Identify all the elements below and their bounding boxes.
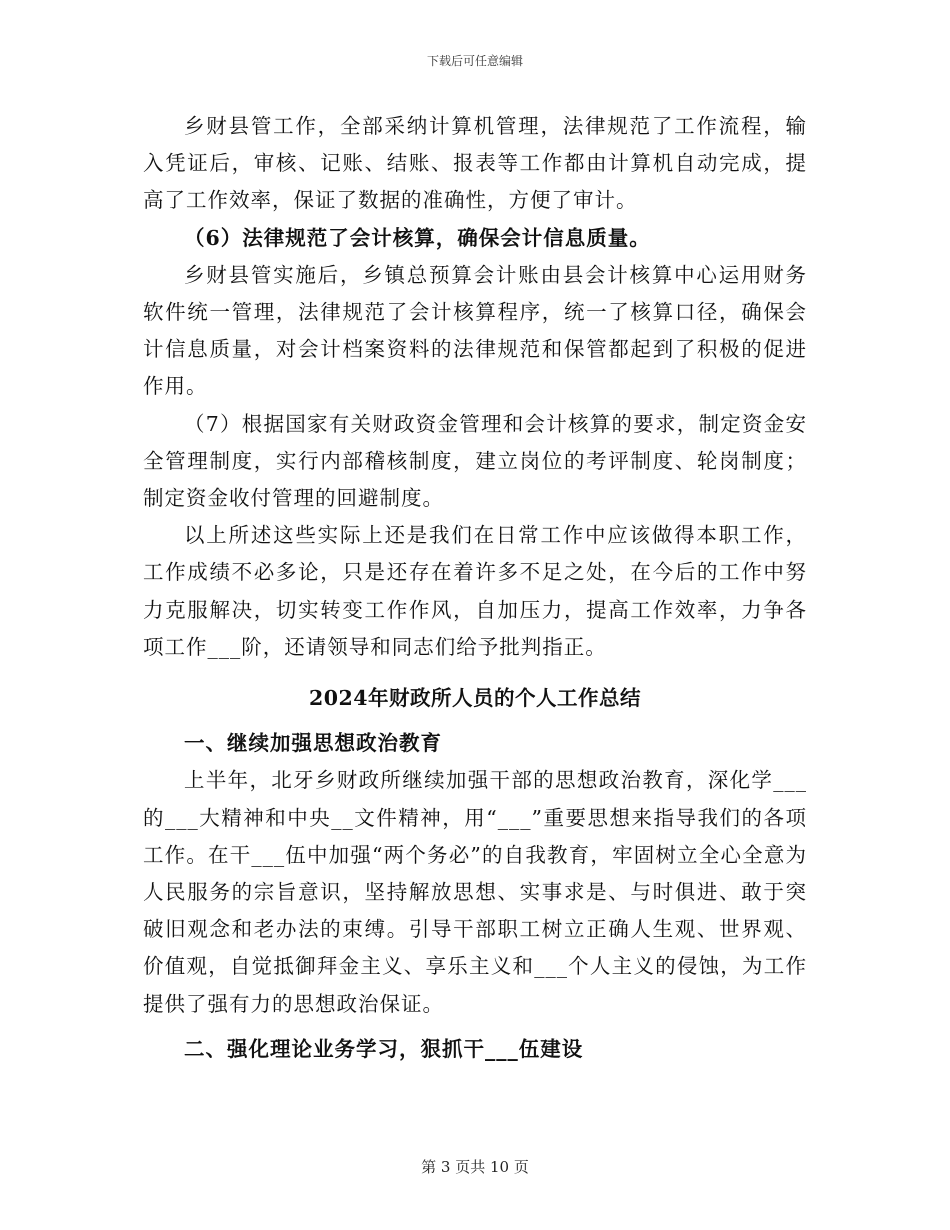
page-footer: 第 3 页共 10 页 <box>421 1158 529 1176</box>
paragraph-item-7: （7）根据国家有关财政资金管理和会计核算的要求，制定资金安全管理制度，实行内部稽核制度，建立岗位的考评制度、轮岗制度；制定资金收付管理的回避制度。 <box>143 411 807 511</box>
paragraph-computer-management: 乡财县管工作，全部采纳计算机管理，法律规范了工作流程，输入凭证后，审核、记账、结账、报表等工作都由计算机自动完成，提高了工作效率，保证了数据的准确性，方便了审计。 <box>143 114 807 213</box>
document-title: 2024年财政所人员的个人工作总结 <box>308 686 642 711</box>
paragraph-accounting: 乡财县管实施后，乡镇总预算会计账由县会计核算中心运用财务软件统一管理，法律规范了会计核算程序，统一了核算口径，确保会计信息质量，对会计档案资料的法律规范和保管都起到了积极的促进作用。 <box>143 262 807 399</box>
section-heading-1: 一、继续加强思想政治教育 <box>184 731 442 756</box>
page-header: 下载后可任意编辑 <box>426 54 523 68</box>
document-body <box>143 108 807 1068</box>
paragraph-summary: 以上所述这些实际上还是我们在日常工作中应该做得本职工作，工作成绩不必多论，只是还存在着许多不足之处，在今后的工作中努力克服解决，切实转变工作作风，自加压力，提高工作效率，力争各项工作___阶，还请领导和同志们给予批判指正。 <box>143 523 807 659</box>
paragraph-political-education: 上半年，北牙乡财政所继续加强干部的思想政治教育，深化学___的___大精神和中央__文件精神，用“___”重要思想来指导我们的各项工作。在干___伍中加强“两个务必”的自我教育，牢固树立全心全意为人民服务的宗旨意识，坚持解放思想、实事求是、与时俱进、敢于突破旧观念和老办法的束缚。引导干部职工树立正确人生观、世界观、价值观，自觉抵御拜金主义、享乐主义和___个人主义的侵蚀，为工作提供了强有力的思想政治保证。 <box>143 768 807 1016</box>
section-heading-2: 二、强化理论业务学习，狠抓干___伍建设 <box>184 1036 584 1061</box>
heading-item-6: （6）法律规范了会计核算，确保会计信息质量。 <box>184 225 651 250</box>
